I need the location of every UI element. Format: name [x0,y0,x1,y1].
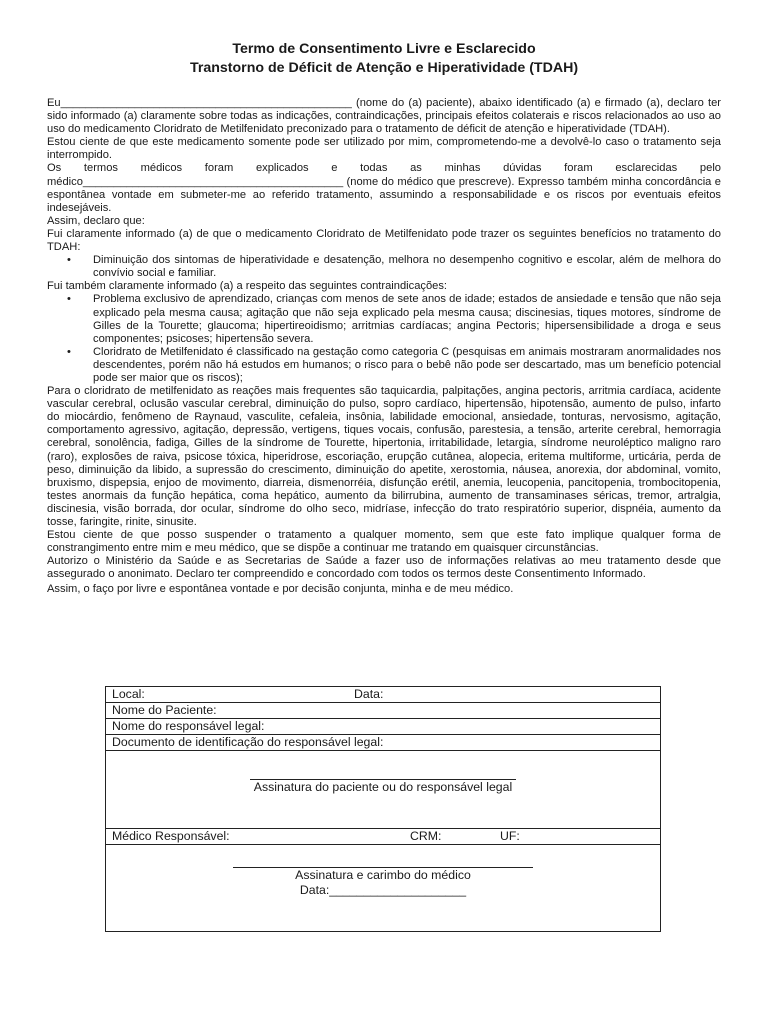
paragraph-ciente: Estou ciente de que este medicamento somente pode ser utilizado por mim, comprometendo-me a devolvê-lo caso o tratamento seja interrompido. [47,136,721,162]
local-label: Local: [112,687,145,701]
table-row [106,703,661,719]
medico-label: Médico Responsável: [112,829,230,843]
nome-paciente-field[interactable] [106,703,661,719]
table-row [106,751,661,829]
contraindicacao-text: Problema exclusivo de aprendizado, crianças com menos de sete anos de idade; estados de ansiedade e tensão que não seja explicado pela mesma causa; agitação que não seja explicado pela mesma causa; discinesias, tiques motores, síndrome de Gilles de la Tourette; glaucoma; hipertireoidismo; arritmias cardíacas; angina Pectoris; hipersensibilidade a droga e seus componentes; psicoses; hipertensão severa. [93,293,721,345]
contraindicacoes-list [47,293,721,385]
crm-label: CRM: [410,829,442,843]
list-item [47,346,721,385]
list-item [47,293,721,345]
bullet-icon: • [67,254,71,267]
assinatura-medico-label: Assinatura e carimbo do médico [295,868,471,882]
contraindicacao-text: Cloridrato de Metilfenidato é classificado na gestação como categoria C (pesquisas em animais mostraram anormalidades nos descendentes, porém não há estudos em humanos; o risco para o bebê não pode ser descartado, mas um benefício potencial pode ser maior que os riscos); [93,345,721,384]
paragraph-assim-declaro: Assim, declaro que: [47,214,145,227]
nome-paciente-label: Nome do Paciente: [112,703,217,717]
assinatura-medico-field[interactable] [106,845,661,932]
assinatura-paciente-label: Assinatura do paciente ou do responsável legal [253,780,513,794]
paragraph-reacoes: Para o cloridrato de metilfenidato as reações mais frequentes são taquicardia, palpitações, angina pectoris, arritmia cardíaca, acidente vascular cerebral, oclusão vascular cerebral, diminuição do pulso, sopro cardíaco, hipertensão, hipotensão, aumento de pulso, infarto do miocárdio, fenômeno de Raynaud, vasculite, cefaleia, insônia, labilidade emocional, ansiedade, tonturas, nervosismo, agitação, comportamento agressivo, agitação, depressão, vertigens, tiques vocais, confusão, parestesia, a tensão, arterite cerebral, hemorragia cerebral, sonolência, fadiga, Gilles de la síndrome de Tourette, hipertonia, irritabilidade, letargia, síndrome neuroléptico maligno raro (raro), explosões de raiva, psicose tóxica, hiperidrose, escoriação, erupção cutânea, alopecia, eritema multiforme, urticária, perda de peso, diminuição da libido, a supressão do crescimento, diminuição do apetite, xerostomia, náusea, anorexia, dor abdominal, vomito, bruxismo, dispepsia, enjoo de movimento, diarreia, dismenorréia, disfunção erétil, anemia, leucopenia, pancitopenia, trombocitopenia, testes anormais da função hepática, coma hepático, aumento da bilirrubina, aumento de transaminases séricas, tremor, artralgia, discinesia, visão borrada, dor ocular, síndrome do olho seco, midríase, infecção do trato respiratório superior, dispnéia, aumento da tosse, faringite, rinite, sinusite. [47,385,721,528]
table-row [106,719,661,735]
paragraph-intro: Eu_______________________________________________ (nome do (a) paciente), abaixo identificado (a) e firmado (a), declaro ter sido informado (a) claramente sobre todas as indicações, contraindicações, principais efeitos colaterais e riscos relacionados ao uso ao uso do medicamento Cloridrato de Metilfenidato preconizado para o tratamento de déficit de atenção e hiperatividade (TDAH). [47,97,721,136]
bullet-icon: • [67,293,71,306]
list-item [47,254,721,280]
paragraph-autorizo: Autorizo o Ministério da Saúde e as Secretarias de Saúde a fazer uso de informações relativas ao meu tratamento desde que assegurado o anonimato. Declaro ter compreendido e concordado com todos os termos deste Consentimento Informado. [47,555,721,581]
paragraph-termos: Os termos médicos foram explicados e todas as minhas dúvidas foram esclarecidas pelo médico__________________________________________ (nome do médico que prescreve). Expresso também minha concordância e espontânea vontade em submeter-me ao referido tratamento, assumindo a responsabilidade e os riscos por eventuais efeitos indesejáveis. [47,162,721,214]
paragraph-suspender: Estou ciente de que posso suspender o tratamento a qualquer momento, sem que este fato implique qualquer forma de constrangimento entre mim e meu médico, que se dispõe a continuar me tratando em quaisquer circunstâncias. [47,529,721,555]
uf-label: UF: [500,829,520,843]
documento-field[interactable] [106,735,661,751]
document-subtitle: Transtorno de Déficit de Atenção e Hiperatividade (TDAH) [189,60,579,76]
table-row [106,735,661,751]
documento-label: Documento de identificação do responsável legal: [112,735,384,749]
bullet-icon: • [67,345,71,358]
consent-document [47,40,721,597]
document-title: Termo de Consentimento Livre e Esclarecido [232,41,536,57]
medico-field[interactable] [106,829,661,845]
data-medico-label: Data:____________________ [299,883,467,897]
data-label: Data: [354,687,384,701]
paragraph-beneficios-intro: Fui claramente informado (a) de que o medicamento Cloridrato de Metilfenidato pode trazer os seguintes benefícios no tratamento do TDAH: [47,227,721,254]
beneficios-list [47,254,721,280]
paragraph-contra-intro: Fui também claramente informado (a) a respeito das seguintes contraindicações: [47,280,448,293]
beneficio-text: Diminuição dos sintomas de hiperatividade e desatenção, melhora no desempenho cognitivo e escolar, além de melhora do convívio social e familiar. [93,254,721,280]
document-body [47,97,721,597]
signature-form [105,686,661,932]
table-row [106,829,661,845]
paragraph-assim-faco: Assim, o faço por livre e espontânea vontade e por decisão conjunta, minha e de meu médico. [47,583,514,596]
assinatura-paciente-field[interactable] [106,751,661,829]
nome-responsavel-label: Nome do responsável legal: [112,719,265,733]
local-data-field[interactable] [106,687,661,703]
table-row [106,845,661,932]
table-row [106,687,661,703]
nome-responsavel-field[interactable] [106,719,661,735]
